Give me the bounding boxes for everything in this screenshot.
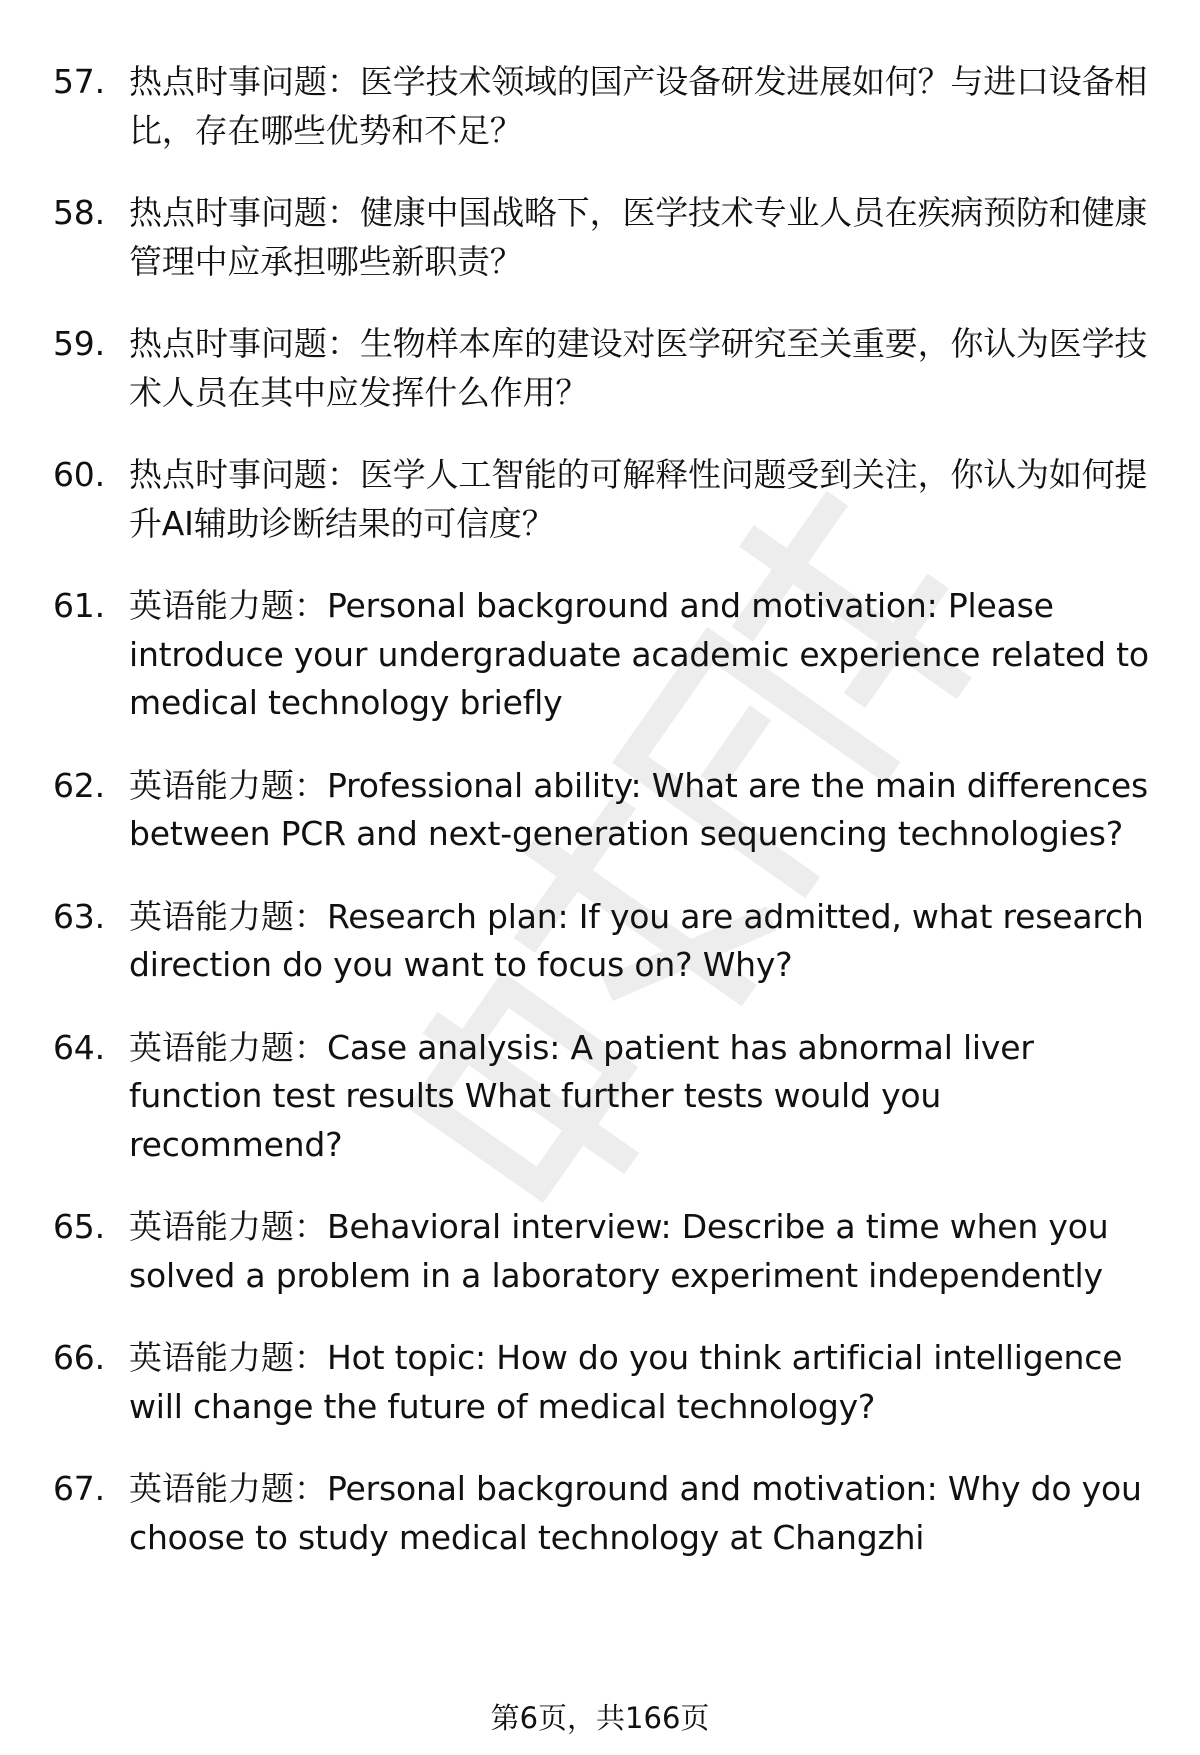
question-text [129, 1207, 1108, 1295]
question-text [129, 1028, 1034, 1164]
question-category: 英语能力题： [129, 1207, 327, 1246]
question-category: 热点时事问题： [129, 62, 360, 101]
question-item-59 [0, 320, 1200, 417]
question-category: 英语能力题： [129, 1469, 327, 1508]
question-number: 64. [53, 1027, 105, 1067]
question-body: 生物样本库的建设对医学研究至关重要，你认为医学技术人员在其中应发挥什么作用？ [129, 324, 1148, 412]
question-body: 健康中国战略下，医学技术专业人员在疾病预防和健康管理中应承担哪些新职责？ [129, 193, 1148, 281]
page-indicator: 第6页，共166页 [490, 1701, 710, 1735]
question-item-62 [0, 762, 1200, 859]
question-number: 66. [53, 1338, 105, 1377]
question-body: 医学技术领域的国产设备研发进展如何？与进口设备相比，存在哪些优势和不足？ [129, 62, 1148, 150]
question-number: 61. [53, 586, 105, 625]
question-list [0, 58, 1200, 1596]
question-number: 59. [53, 324, 105, 363]
question-item-58 [0, 189, 1200, 286]
question-text [129, 586, 1149, 722]
question-item-66 [0, 1334, 1200, 1431]
question-number: 57. [53, 62, 105, 101]
question-number: 63. [53, 896, 105, 936]
question-category: 热点时事问题： [129, 455, 360, 494]
question-body: Behavioral interview: Describe a time when you solved a problem in a laboratory experiment independently [129, 1207, 1109, 1295]
question-number: 58. [53, 193, 105, 232]
question-body: Personal background and motivation: Why do you choose to study medical technology at Changzhi [129, 1469, 1142, 1557]
question-category: 英语能力题： [129, 896, 327, 936]
question-text [129, 62, 1147, 150]
question-item-65 [0, 1203, 1200, 1300]
question-text [129, 897, 1144, 985]
question-category: 热点时事问题： [129, 324, 360, 363]
question-number: 62. [53, 765, 105, 805]
question-item-60 [0, 451, 1200, 548]
question-text [129, 324, 1147, 412]
question-body: Personal background and motivation: Please introduce your undergraduate academic experience related to medical technology briefly [129, 586, 1149, 722]
question-category: 英语能力题： [129, 586, 327, 625]
question-number: 67. [53, 1469, 105, 1508]
question-text [129, 1338, 1122, 1426]
question-body: 医学人工智能的可解释性问题受到关注，你认为如何提升AI辅助诊断结果的可信度？ [129, 455, 1148, 543]
question-body: Hot topic: How do you think artificial intelligence will change the future of medical technology? [129, 1338, 1123, 1426]
question-item-63 [0, 893, 1200, 990]
question-category: 热点时事问题： [129, 193, 360, 232]
question-text [129, 455, 1147, 543]
question-body: Case analysis: A patient has abnormal liver function test results What further tests would you recommend? [129, 1027, 1034, 1164]
question-text [129, 1469, 1142, 1557]
question-text [129, 193, 1147, 281]
question-category: 英语能力题： [129, 1338, 327, 1377]
question-category: 英语能力题： [129, 765, 327, 805]
question-item-61 [0, 582, 1200, 728]
question-category: 英语能力题： [129, 1027, 327, 1067]
question-number: 65. [53, 1207, 105, 1246]
question-item-67 [0, 1465, 1200, 1562]
question-item-57 [0, 58, 1200, 155]
question-body: Research plan: If you are admitted, what research direction do you want to focus on? Why? [129, 896, 1144, 984]
question-item-64 [0, 1024, 1200, 1170]
question-body: Professional ability: What are the main differences between PCR and next-generation sequencing technologies? [129, 765, 1148, 853]
question-number: 60. [53, 455, 105, 494]
question-text [129, 766, 1148, 854]
